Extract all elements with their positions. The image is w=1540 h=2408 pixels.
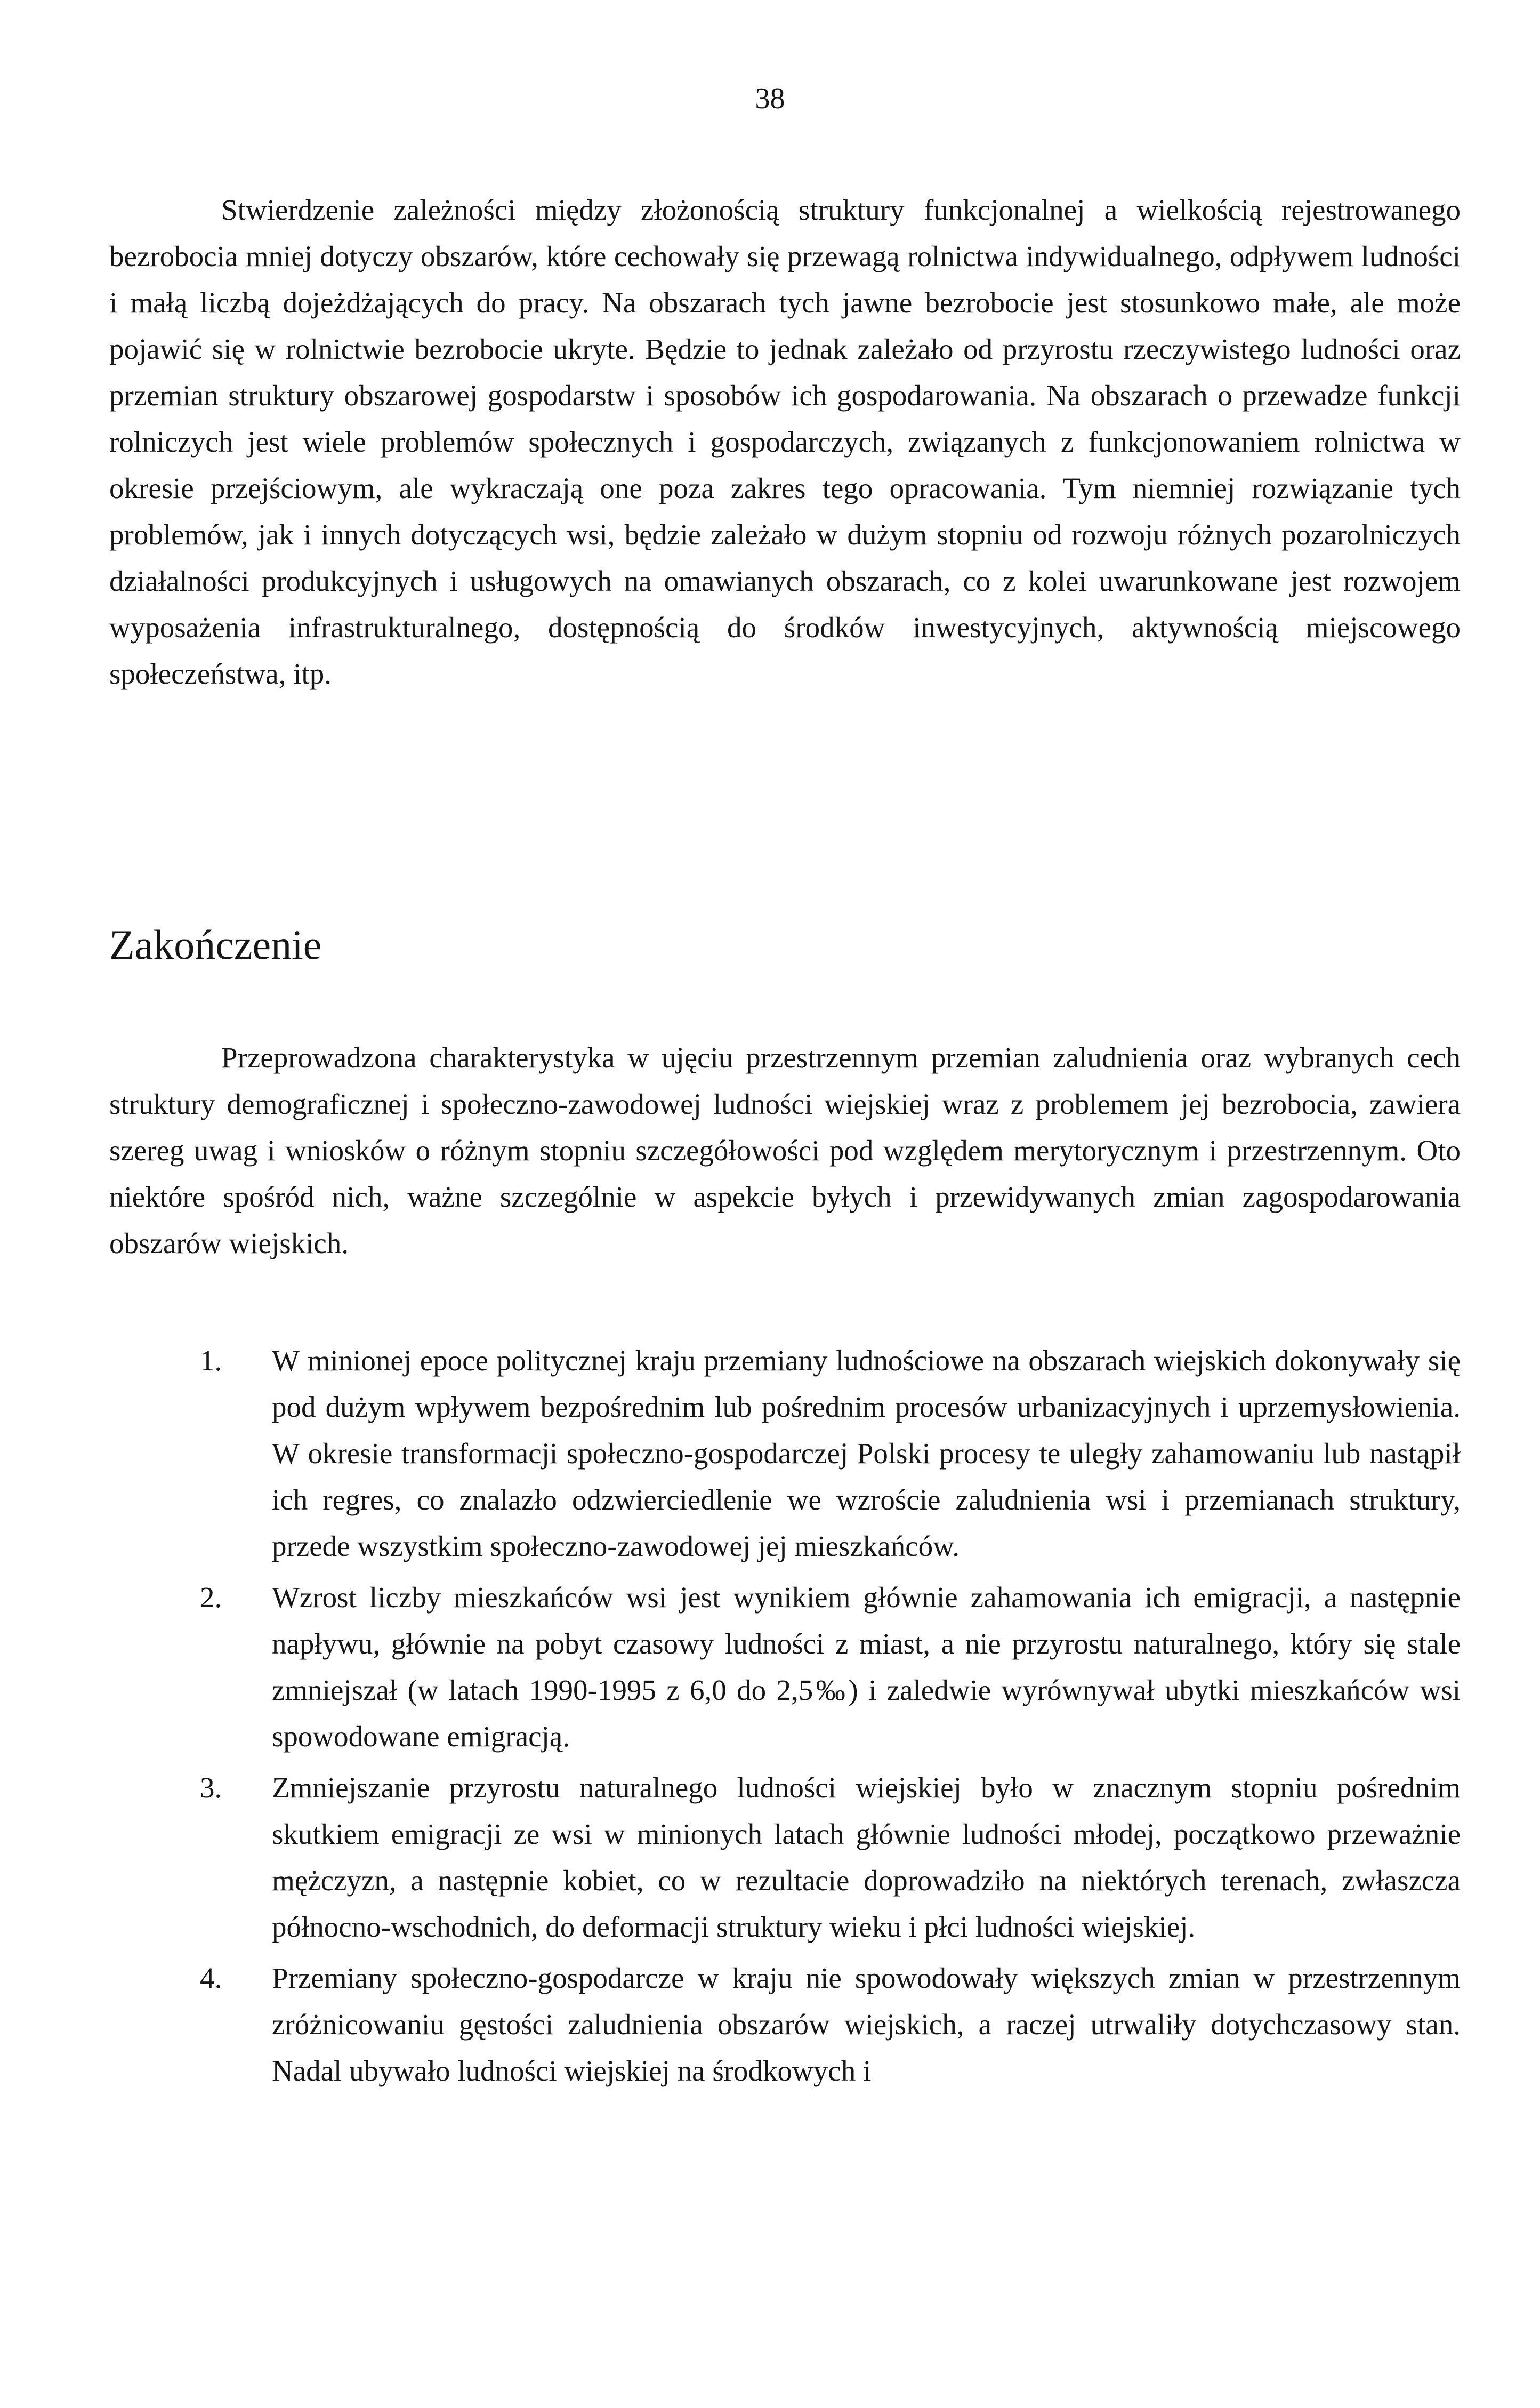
list-item [109, 1764, 1461, 1950]
list-item-text: Przemiany społeczno-gospodarcze w kraju nie spowodowały większych zmian w przestrzennym zróżnicowaniu gęstości zaludnienia obszarów wiejskich, a raczej utrwaliły dotychczasowy stan. Nadal ubywało ludności wiejskiej na środkowych i [272, 1962, 1461, 2087]
list-item-number: 1. [200, 1344, 222, 1377]
list-item [109, 1955, 1461, 2094]
list-item-number: 4. [200, 1962, 222, 1994]
conclusions-list [109, 1337, 1461, 2099]
page-number: 38 [755, 82, 785, 115]
list-item-number: 2. [200, 1581, 222, 1614]
section-heading: Zakończenie [109, 921, 322, 968]
body-paragraph: Stwierdzenie zależności między złożonością struktury funkcjonalnej a wielkością rejestrowanego bezrobocia mniej dotyczy obszarów, które cechowały się przewagą rolnictwa indywidualnego, odpływem ludności i małą liczbą dojeżdżających do pracy. Na obszarach tych jawne bezrobocie jest stosunkowo małe, ale może pojawić się w rolnictwie bezrobocie ukryte. Będzie to jednak zależało od przyrostu rzeczywistego ludności oraz przemian struktury obszarowej gospodarstw i sposobów ich gospodarowania. Na obszarach o przewadze funkcji rolniczych jest wiele problemów społecznych i gospodarczych, związanych z funkcjonowaniem rolnictwa w okresie przejściowym, ale wykraczają one poza zakres tego opracowania. Tym niemniej rozwiązanie tych problemów, jak i innych dotyczących wsi, będzie zależało w dużym stopniu od rozwoju różnych pozarolniczych działalności produkcyjnych i usługowych na omawianych obszarach, co z kolei uwarunkowane jest rozwojem wyposażenia infrastrukturalnego, dostępnością do środków inwestycyjnych, aktywnością miejscowego społeczeństwa, itp. [109, 194, 1461, 690]
list-item-text: W minionej epoce politycznej kraju przemiany ludnościowe na obszarach wiejskich dokonywały się pod dużym wpływem bezpośrednim lub pośrednim procesów urbanizacyjnych i uprzemysłowienia. W okresie transformacji społeczno-gospodarczej Polski procesy te uległy zahamowaniu lub nastąpił ich regres, co znalazło odzwierciedlenie we wzroście zaludnienia wsi i przemianach struktury, przede wszystkim społeczno-zawodowej jej mieszkańców. [272, 1344, 1461, 1562]
list-item [109, 1574, 1461, 1760]
list-item-text: Zmniejszanie przyrostu naturalnego ludności wiejskiej było w znacznym stopniu pośrednim skutkiem emigracji ze wsi w minionych latach głównie ludności młodej, początkowo przeważnie mężczyzn, a następnie kobiet, co w rezultacie doprowadziło na niektórych terenach, zwłaszcza północno-wschodnich, do deformacji struktury wieku i płci ludności wiejskiej. [272, 1771, 1461, 1943]
list-item-text: Wzrost liczby mieszkańców wsi jest wynikiem głównie zahamowania ich emigracji, a następnie napływu, głównie na pobyt czasowy ludności z miast, a nie przyrostu naturalnego, który się stale zmniejszał (w latach 1990-1995 z 6,0 do 2,5‰) i zaledwie wyrównywał ubytki mieszkańców wsi spowodowane emigracją. [272, 1581, 1461, 1753]
list-item-number: 3. [200, 1771, 222, 1804]
list-item [109, 1337, 1461, 1569]
intro-paragraph: Przeprowadzona charakterystyka w ujęciu przestrzennym przemian zaludnienia oraz wybranych cech struktury demograficznej i społeczno-zawodowej ludności wiejskiej wraz z problemem jej bezrobocia, zawiera szereg uwag i wniosków o różnym stopniu szczegółowości pod względem merytorycznym i przestrzennym. Oto niektóre spośród nich, ważne szczególnie w aspekcie byłych i przewidywanych zmian zagospodarowania obszarów wiejskich. [109, 1041, 1461, 1259]
